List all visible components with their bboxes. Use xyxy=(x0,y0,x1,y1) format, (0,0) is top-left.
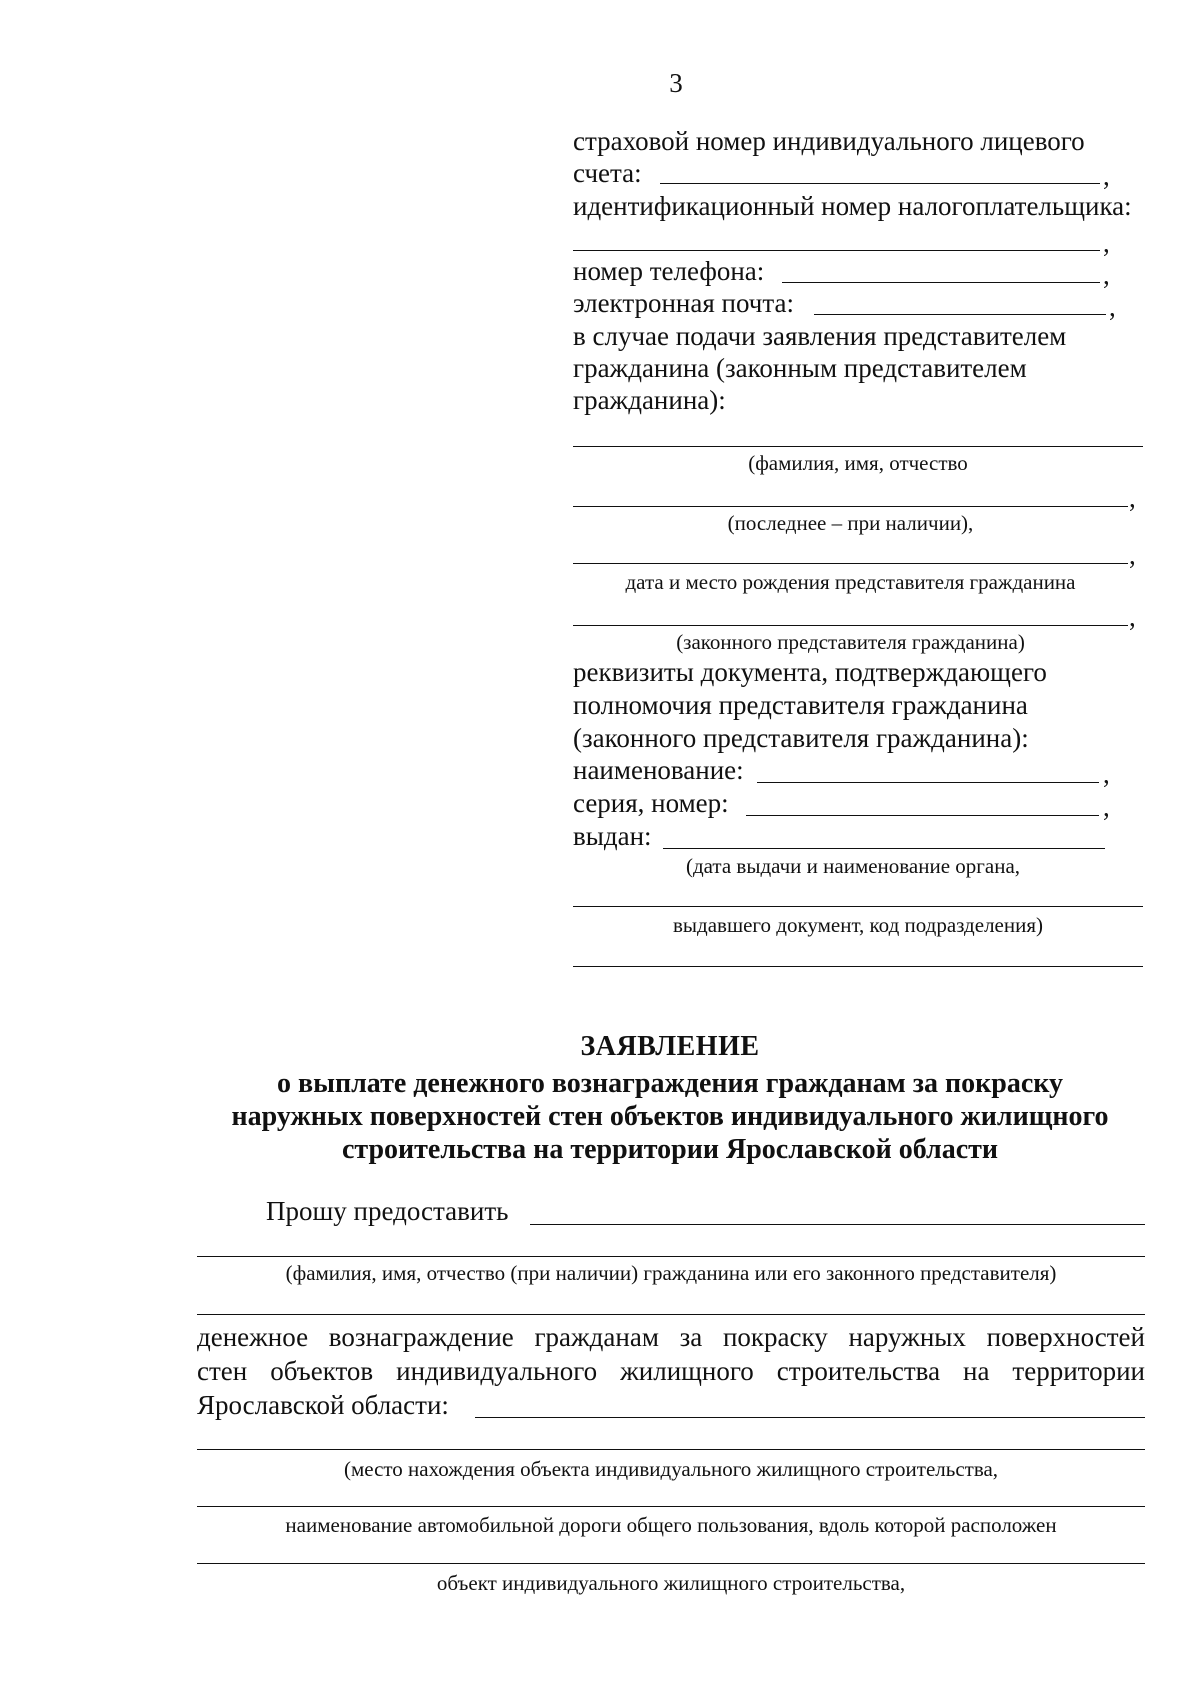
title-line1: о выплате денежного вознаграждения гражданам за покраску xyxy=(276,1068,1063,1099)
comma: , xyxy=(1129,483,1136,513)
snils-row xyxy=(573,157,642,189)
doc-line1: реквизиты документа, подтверждающего xyxy=(573,657,1047,687)
caption-road: наименование автомобильной дороги общего пользования, вдоль которой расположен xyxy=(285,1513,1057,1537)
doc-issued-field-2[interactable] xyxy=(573,906,1143,907)
phone-label: номер телефона: xyxy=(573,256,765,286)
phone-field[interactable] xyxy=(782,282,1100,283)
doc-series-field[interactable] xyxy=(746,815,1099,816)
email-label: электронная почта: xyxy=(573,288,794,318)
rep-birth-field-2[interactable] xyxy=(573,625,1128,626)
caption-fio: (фамилия, имя, отчество xyxy=(748,451,968,475)
caption-issued2: выдавшего документ, код подразделения) xyxy=(673,913,1043,937)
road-field[interactable] xyxy=(197,1506,1145,1507)
title-line3: строительства на территории Ярославской области xyxy=(341,1134,999,1165)
doc-issued-field[interactable] xyxy=(663,848,1105,849)
doc-name-label: наименование: xyxy=(573,755,744,785)
comma: , xyxy=(1103,792,1110,822)
request-field[interactable] xyxy=(530,1224,1145,1225)
caption-birth: дата и место рождения представителя гражданина xyxy=(625,570,1076,594)
doc-issued-field-3[interactable] xyxy=(573,966,1143,967)
caption-object: объект индивидуального жилищного строительства, xyxy=(436,1571,906,1595)
road-field-2[interactable] xyxy=(197,1563,1145,1564)
comma: , xyxy=(1103,161,1110,191)
comma: , xyxy=(1129,540,1136,570)
para-line2: стен объектов индивидуального жилищного строительства на территории xyxy=(197,1356,1145,1386)
para-line3: Ярославской области: xyxy=(197,1390,449,1420)
representative-line1: в случае подачи заявления представителем xyxy=(573,321,1067,351)
doc-issued-label: выдан: xyxy=(573,821,652,851)
caption-last: (последнее – при наличии), xyxy=(727,511,974,535)
object-location-field[interactable] xyxy=(475,1417,1145,1418)
inn-field[interactable] xyxy=(573,250,1100,251)
title-line2: наружных поверхностей стен объектов индивидуального жилищного xyxy=(231,1101,1109,1132)
object-location-field-2[interactable] xyxy=(197,1449,1145,1450)
comma: , xyxy=(1129,602,1136,632)
doc-line2: полномочия представителя гражданина xyxy=(573,690,1028,720)
request-label: Прошу предоставить xyxy=(266,1196,509,1226)
email-field[interactable] xyxy=(814,314,1106,315)
caption-location: (место нахождения объекта индивидуального жилищного строительства, xyxy=(343,1457,999,1481)
snils-field[interactable] xyxy=(660,183,1100,184)
comma: , xyxy=(1103,260,1110,290)
doc-series-label: серия, номер: xyxy=(573,788,729,818)
caption-issued1: (дата выдачи и наименование органа, xyxy=(685,854,1021,878)
citizen-field[interactable] xyxy=(197,1256,1145,1257)
caption-legal: (законного представителя гражданина) xyxy=(676,630,1025,654)
rep-fio-field[interactable] xyxy=(573,446,1143,447)
rep-fio-field-2[interactable] xyxy=(573,506,1128,507)
page-number: 3 xyxy=(669,68,683,98)
caption-citizen: (фамилия, имя, отчество (при наличии) гражданина или его законного представителя) xyxy=(285,1261,1057,1285)
representative-line2: гражданина (законным представителем xyxy=(573,353,1027,383)
snils-line1: страховой номер индивидуального лицевого xyxy=(573,126,1085,156)
para-line1: денежное вознаграждение гражданам за покраску наружных поверхностей xyxy=(197,1322,1145,1352)
inn-label: идентификационный номер налогоплательщика: xyxy=(573,191,1132,221)
document-heading: ЗАЯВЛЕНИЕ xyxy=(580,1031,760,1062)
snils-label: счета: xyxy=(573,158,642,188)
doc-line3: (законного представителя гражданина): xyxy=(573,723,1029,753)
representative-line3: гражданина): xyxy=(573,385,726,415)
doc-name-field[interactable] xyxy=(757,782,1099,783)
applicant-details xyxy=(573,0,1145,1000)
comma: , xyxy=(1103,228,1110,258)
citizen-field-2[interactable] xyxy=(197,1314,1145,1315)
rep-birth-field[interactable] xyxy=(573,563,1128,564)
comma: , xyxy=(1103,759,1110,789)
comma: , xyxy=(1109,292,1116,322)
